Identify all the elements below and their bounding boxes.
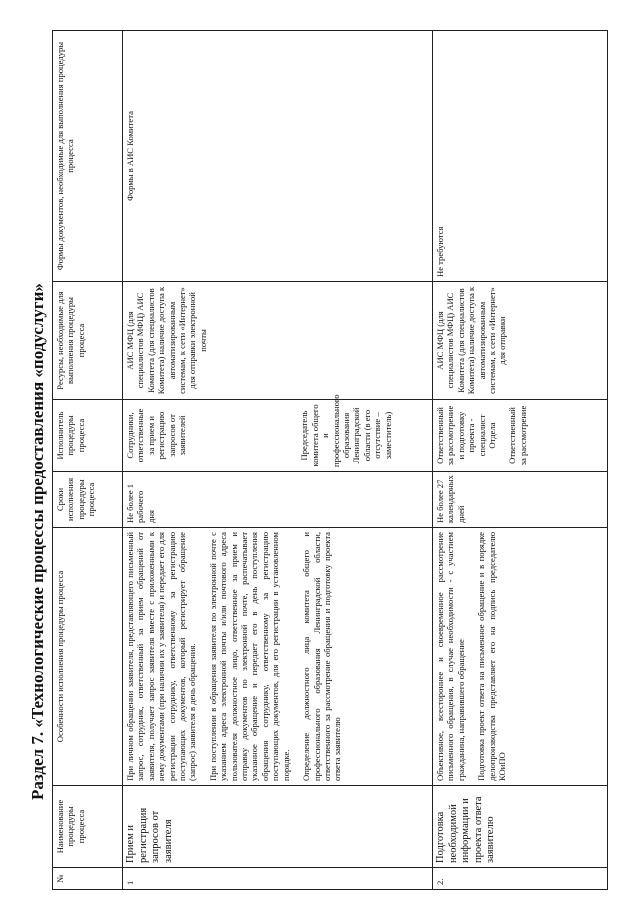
row-name: Подготовка необходимой информации и проекта ответа заявителю xyxy=(433,786,608,868)
row-num: 2. xyxy=(433,868,608,890)
row-forms: Не требуются xyxy=(433,31,608,282)
row-executor xyxy=(433,400,608,472)
feature-paragraph: При поступлении в обращения заявителя по электронной почте с указанием адреса электронной почты и/или почтового адреса пользователя должностное лицо, ответственное за прием и отправку документов по электронной почте, распечатывает указанное обращение и передает его в день поступления обращения сотруднику, ответственному за регистрацию поступающих документов, для его регистрации в установленном порядке. xyxy=(207,532,291,781)
row-executor xyxy=(123,394,433,472)
header-resources: Ресурсы, необходимые для выполнения процедуры процесса xyxy=(53,282,123,400)
row-features xyxy=(433,528,608,786)
executor-text: Сотрудники, ответственные за прием и регистрацию запросов от заявителей xyxy=(125,408,188,463)
row-resources: АИС МФЦ (для специалистов МФЦ) АИС Комитета (для специалистов Комитета) наличие доступа к автоматизированным системам, к сети «Интернет» для отправки xyxy=(433,282,608,400)
row-term: Не более 1 рабочего дня xyxy=(123,472,433,528)
table-row xyxy=(123,31,433,890)
row-resources: АИС МФЦ (для специалистов МФЦ) АИС Комитета (для специалистов Комитета) наличие доступа к автоматизированным системам, к сети «Интернет» для отправки электронной почты xyxy=(123,282,433,400)
row-num: 1 xyxy=(123,868,433,890)
feature-paragraph: При личном обращении заявителя, представляющего письменный запрос, сотрудник, ответственный за прием обращений от заявителя, получает запрос заявителя вместе с приложенными к нему документами (при наличии их у заявителя) и передает его для регистрации сотруднику, ответственному за регистрацию поступающих документов, который регистрирует обращение (запрос) заявителя в день обращения. xyxy=(125,532,198,781)
header-features: Особенности исполнения процедуры процесса xyxy=(53,528,123,786)
feature-paragraph: Объективное, всестороннее и своевременное рассмотрение письменного обращения, в случае необходимости - с участием гражданина, направившего обращение xyxy=(435,532,466,781)
executor-text: Ответственный за рассмотрение и подготовку проекта - специалист Отдела xyxy=(435,405,498,466)
page-title: Раздел 7. «Технологические процессы предоставления «подуслуги» xyxy=(28,283,47,800)
row-name: Прием и регистрация запросов от заявителя xyxy=(123,786,433,868)
row-forms: Формы в АИС Комитета xyxy=(123,31,433,282)
header-forms: Формы документов, необходимые для выполнения процедуры процесса xyxy=(53,31,123,282)
executor-text-2: Председатель комитета общего и профессионального образования Ленинградской области (в его отсутствие – заместитель) xyxy=(299,394,393,467)
header-name: Наименование процедуры процесса xyxy=(53,786,123,868)
header-term: Сроки исполнения процедуры процесса xyxy=(53,472,123,528)
process-table xyxy=(52,30,608,890)
table-header-row xyxy=(53,31,123,890)
row-features xyxy=(123,528,433,786)
header-executor: Исполнитель процедуры процесса xyxy=(53,400,123,472)
table-row xyxy=(433,31,608,890)
row-term: Не более 27 календарных дней xyxy=(433,472,608,528)
process-table-container xyxy=(52,30,608,890)
feature-paragraph: Подготовка проект ответа на письменное обращение и в порядке делопроизводства представляет его на подпись председателю КОиПО xyxy=(476,532,508,781)
header-num: № xyxy=(53,868,123,890)
feature-paragraph: Определение должностного лица комитета общего и профессионального образования Ленинградской области, ответственного за рассмотрение обращения и подготовку проекта ответа заявителю xyxy=(301,532,343,781)
executor-text-2: Ответственный за рассмотрение xyxy=(507,405,528,466)
